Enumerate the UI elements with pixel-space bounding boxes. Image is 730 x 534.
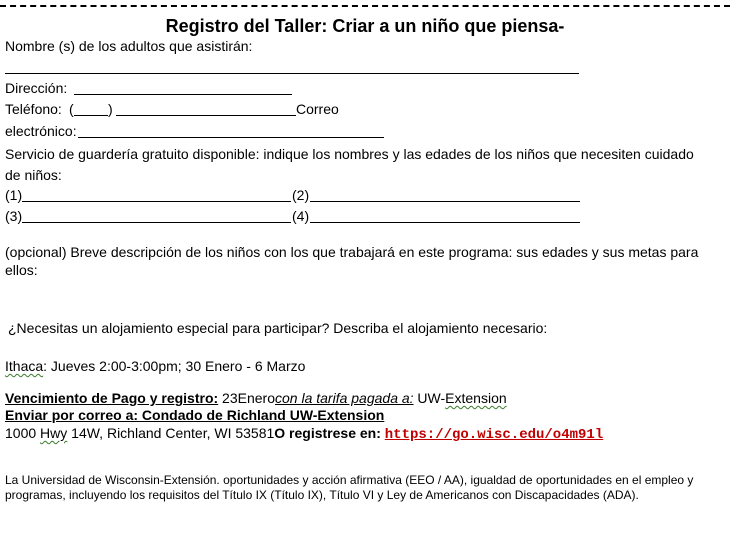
adults-field[interactable]: [5, 73, 579, 74]
phone-area-field[interactable]: [74, 115, 108, 116]
email-label-1: Correo: [296, 101, 339, 117]
address-line-hwy: Hwy: [40, 425, 68, 441]
address-label: Dirección:: [5, 80, 68, 96]
child-slot-1-label: (1): [5, 187, 23, 203]
child-slot-4-label: (4): [292, 208, 310, 224]
payment-label: Vencimiento de Pago y registro:: [5, 390, 219, 406]
phone-label: Teléfono:: [5, 101, 62, 117]
schedule-line: [5, 358, 305, 374]
email-field[interactable]: [78, 137, 384, 138]
phone-number-field[interactable]: [116, 115, 296, 116]
child-slot-3-field[interactable]: [22, 222, 291, 223]
payment-payee-1: UW-: [413, 390, 446, 406]
mail-line: [5, 407, 384, 423]
register-link[interactable]: https://go.wisc.edu/o4m91l: [384, 427, 604, 443]
top-dashed-border: [0, 5, 730, 7]
accommodation-text: ¿Necesitas un alojamiento especial para participar? Describa el alojamiento necesario:: [8, 320, 548, 336]
ithaca-schedule: : Jueves 2:00-3:00pm; 30 Enero - 6 Marzo: [43, 358, 306, 374]
mail-label: Enviar por correo a:: [5, 407, 139, 423]
email-label-2: electrónico:: [5, 123, 77, 139]
child-slot-1-field[interactable]: [22, 201, 291, 202]
payment-italic: con la tarifa pagada a:: [275, 390, 414, 406]
childcare-text: Servicio de guardería gratuito disponible: indique los nombres y las edades de los niños que necesiten cuidado de niños:: [5, 146, 694, 183]
mail-county: Condado de Richland UW-: [138, 407, 318, 423]
child-slot-2-field[interactable]: [310, 201, 580, 202]
child-slot-4-field[interactable]: [310, 222, 580, 223]
child-slot-3-label: (3): [5, 208, 23, 224]
phone-area-close: ): [108, 101, 113, 117]
footer-disclaimer: La Universidad de Wisconsin-Extensión. oportunidades y acción afirmativa (EEO / AA), igualdad de oportunidades en el empleo y programas, incluyendo los requisitos del Título IX (Título IX), Título VI y Ley de Americanos con Discapacidades (ADA).: [5, 473, 694, 502]
payment-date: 23Enero: [218, 390, 275, 406]
payment-payee-2: Extension: [445, 390, 507, 406]
payment-line: [5, 390, 507, 406]
adults-label: Nombre (s) de los adultos que asistirán:: [5, 38, 253, 54]
address-field[interactable]: [74, 94, 292, 95]
child-slot-2-label: (2): [292, 187, 310, 203]
address-line-2: 14W, Richland Center, WI 53581: [67, 425, 275, 441]
mail-county-2: Extension: [317, 407, 385, 423]
phone-area-open: (: [69, 101, 74, 117]
address-line: [5, 425, 603, 443]
optional-description-text: (opcional) Breve descripción de los niños con los que trabajará en este programa: sus edades y sus metas para ellos:: [5, 244, 699, 278]
form-title: Registro del Taller: Criar a un niño que piensa-: [165, 16, 565, 36]
address-line-1: 1000: [5, 425, 41, 441]
ithaca-place: Ithaca: [5, 358, 44, 374]
register-label: O registrese en:: [274, 425, 385, 441]
